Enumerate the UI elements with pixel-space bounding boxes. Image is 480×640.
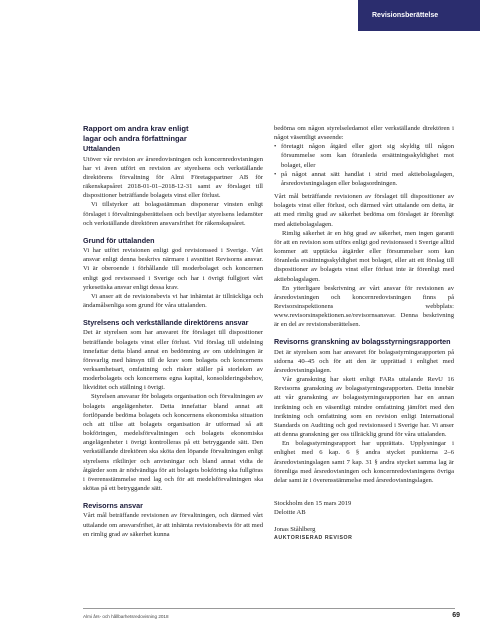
paragraph: Utöver vår revision av årsredovisningen och koncernredovisningen har vi även utfört en revision av styrelsens och verkställande direktörens förvaltning för Almi Företagspartner AB för räkenskapsåret 2018-01-01–2018-12-31 samt av förslaget till dispositioner beträffande bolagets vinst eller förlust. [83, 155, 263, 200]
footer-divider [83, 608, 455, 609]
paragraph: Vårt mål beträffande revisionen av förslaget till dispositioner av bolagets vinst eller förlust, och därmed vårt uttalande om detta, är att med rimlig grad av säkerhet bedöma om förslaget är förenligt med aktiebolagslagen. [274, 193, 454, 228]
signature-block [274, 499, 454, 541]
section-tab [358, 0, 480, 31]
section-title: Revisionsberättelse [372, 12, 439, 19]
signer-name: Jonas Ståhlberg [274, 526, 316, 534]
heading-other-requirements-1: Rapport om andra krav enligt [83, 124, 189, 133]
paragraph: bedöma om någon styrelseledamot eller verkställande direktören i något väsentligt avseende: [274, 125, 454, 142]
heading-auditor-responsibility: Revisorns ansvar [83, 501, 143, 511]
heading-basis: Grund för uttalanden [83, 235, 155, 245]
bullet-list [274, 142, 454, 188]
paragraph: Styrelsen ansvarar för bolagets organisation och förvaltningen av bolagets angelägenheter. Detta innefattar bland annat att fortlöpande bedöma bolagets och koncernens ekonomiska situation och att tillse att bolagets organisation är utformad så att bokföringen, medelsförvaltningen och bolagets ekonomiska angelägenheter i övrigt kontrolleras på ett betryggande sätt. Den verkställande direktören ska sköta den löpande förvaltningen enligt styrelsens riktlinjer och anvisningar och bland annat vidta de åtgärder som är nödvändiga för att bolagets bokföring ska fullgöras i överensstämmelse med lag och för att medelsförvaltningen ska skötas på ett betryggande sätt. [83, 393, 263, 493]
heading-corporate-governance-review: Revisorns granskning av bolagsstyrningsrapporten [274, 337, 451, 347]
signer-role: AUKTORISERAD REVISOR [274, 535, 353, 542]
paragraph: Vi har utfört revisionen enligt god revisionssed i Sverige. Vårt ansvar enligt denna beskrivs närmare i avsnittet Revisorns ansvar. Vi är oberoende i förhållande till moderbolaget och koncernen enligt god revisorssed i Sverige och har i övrigt fullgjort vårt yrkesetiska ansvar enligt dessa krav. [83, 247, 263, 291]
paragraph: Det är styrelsen som har ansvaret för förslaget till dispositioner beträffande bolagets vinst eller förlust. Vid förslag till utdelning innefattar detta bland annat en bedömning av om utdelningen är försvarlig med hänsyn till de krav som bolagets och koncernens verksamhetsart, omfattning och risker ställer på storleken av moderbolagets och koncernens egna kapital, konsolideringsbehov, likviditet och ställning i övrigt. [83, 329, 263, 392]
list-item: • på något annat sätt handlat i strid med aktiebolagslagen, årsredovisningslagen eller bolagsordningen. [274, 170, 454, 188]
paragraph: Det är styrelsen som har ansvaret för bolagsstyrningsrapporten på sidorna 40–45 och för att den är upprättad i enlighet med årsredovisningslagen. [274, 348, 454, 374]
paragraph: Vårt mål beträffande revisionen av förvaltningen, och därmed vårt uttalande om ansvarsfrihet, är att inhämta revisionsbevis för att med en rimlig grad av säkerhet kunna [83, 512, 263, 538]
heading-board-responsibility: Styrelsens och verkställande direktörens ansvar [83, 318, 249, 328]
paragraph: Vi anser att de revisionsbevis vi har inhämtat är tillräckliga och ändamålsenliga som grund för våra uttalanden. [83, 292, 263, 309]
page-number: 69 [452, 612, 460, 619]
paragraph: Rimlig säkerhet är en hög grad av säkerhet, men ingen garanti för att en revision som utförs enligt god revisionssed i Sverige alltid kommer att upptäcka åtgärder eller försummelser som kan föranleda ersättningsskyldighet mot bolaget, eller att ett förslag till dispositioner av bolagets vinst eller förlust inte är förenligt med aktiebolagslagen. [274, 229, 454, 283]
left-column [83, 124, 263, 539]
list-item: • företagit någon åtgärd eller gjort sig skyldig till någon försummelse som kan föranleda ersättningsskyldighet mot bolaget, eller [274, 142, 454, 169]
right-column [274, 124, 454, 541]
paragraph: En ytterligare beskrivning av vårt ansvar för revisionen av årsredovisningen och koncernredovisningen finns på Revisorsinspektionens webbplats: www.revisorsinspektionen.se/revisornsansvar. Denna beskrivning är en del av revisionsberättelsen. [274, 284, 454, 329]
footer-publication: Almi års- och hållbarhetsredovisning 2018 [83, 614, 169, 619]
paragraph: Vi tillstyrker att bolagsstämman disponerar vinsten enligt förslaget i förvaltningsberättelsen och beviljar styrelsens ledamöter och verkställande direktören ansvarsfrihet för räkenskapsåret. [83, 201, 263, 227]
subheading-statements: Uttalanden [83, 144, 121, 154]
heading-other-requirements-2: lagar och andra författningar [83, 134, 187, 144]
audit-firm: Deloitte AB [274, 509, 306, 517]
place-date: Stockholm den 15 mars 2019 [274, 499, 352, 507]
paragraph: En bolagsstyrningsrapport har upprättats. Upplysningar i enlighet med 6 kap. 6 § andra stycket punkterna 2–6 årsredovisningslagen samt 7 kap. 31 § andra stycket samma lag är förenliga med årsredovisningen och koncernredovisningens övriga delar samt är i överensstämmelse med årsredovisningslagen. [274, 440, 454, 484]
paragraph: Vår granskning har skett enligt FARs uttalande RevU 16 Revisorns granskning av bolagsstyrningsrapporten. Detta innebär att vår granskning av bolagsstyrningsrapporten har en annan inriktning och en väsentligt mindre omfattning jämfört med den inriktning och omfattning som en revision enligt International Standards on Auditing och god revisionssed i Sverige har. Vi anser att denna granskning ger oss tillräcklig grund för våra uttalanden. [274, 376, 454, 439]
